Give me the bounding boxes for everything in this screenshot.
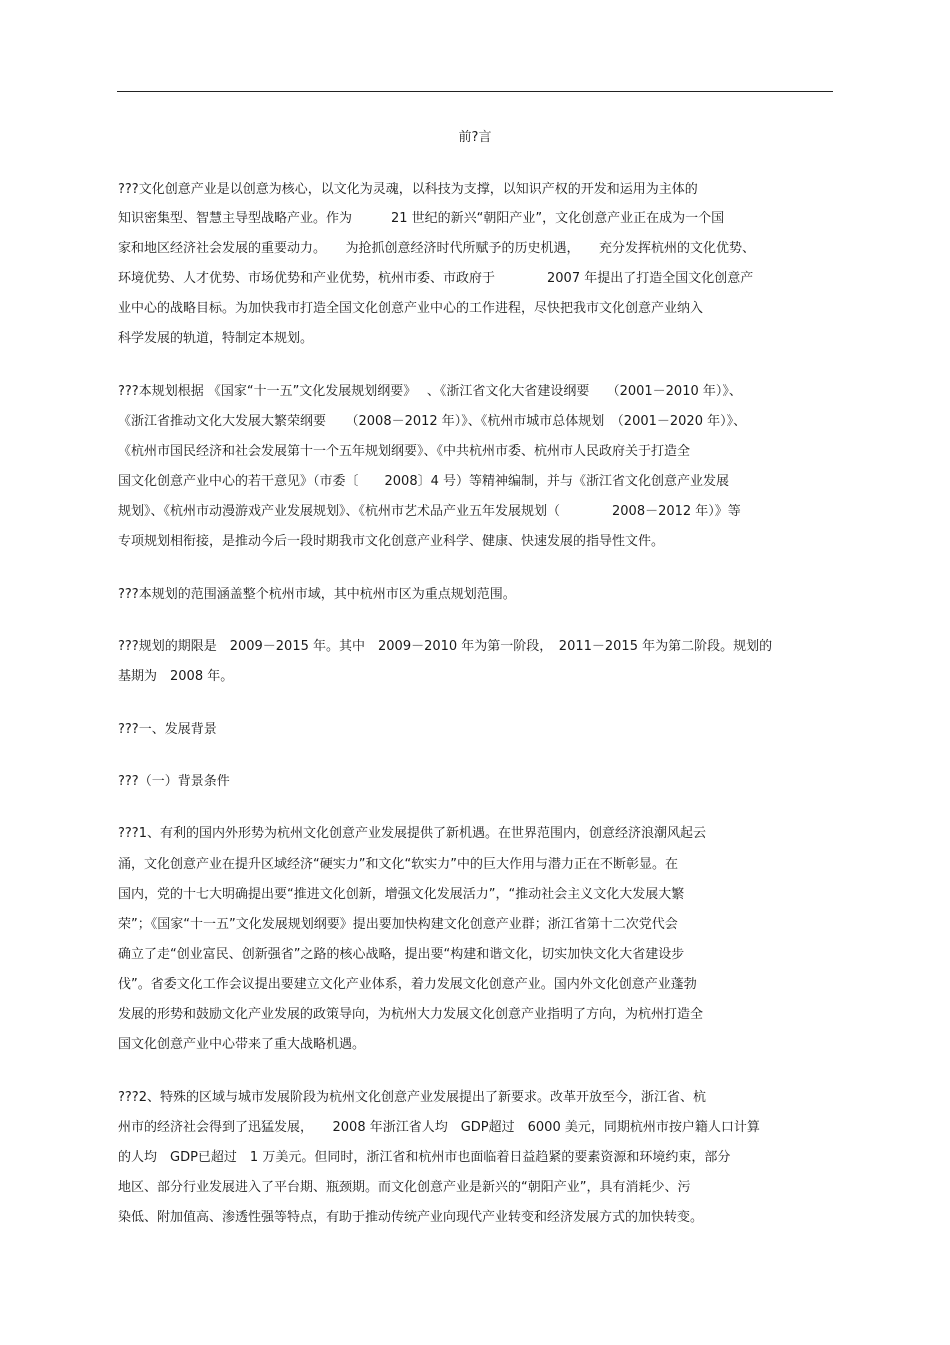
document-title: 前?言 <box>458 130 492 145</box>
subsection-heading: ???（一）背景条件 <box>118 774 230 789</box>
text-line: 家和地区经济社会发展的重要动力。 为抢抓创意经济时代所赋予的历史机遇， 充分发挥杭州的文化优势、 <box>118 241 756 256</box>
text-line: 地区、部分行业发展进入了平台期、瓶颈期。而文化创意产业是新兴的“朝阳产业”，具有消耗少、污 <box>118 1180 691 1195</box>
text-line: 科学发展的轨道，特制定本规划。 <box>118 331 314 346</box>
text-line: ???2、特殊的区域与城市发展阶段为杭州文化创意产业发展提出了新要求。改革开放至今，浙江省、杭 <box>118 1090 706 1105</box>
text-line: 国内，党的十七大明确提出要“推进文化创新，增强文化发展活力”，“推动社会主义文化大发展大繁 <box>118 887 685 902</box>
header-rule <box>117 91 833 92</box>
text-line: 业中心的战略目标。为加快我市打造全国文化创意产业中心的工作进程，尽快把我市文化创意产业纳入 <box>118 301 704 316</box>
text-line: 国文化创意产业中心带来了重大战略机遇。 <box>118 1037 366 1052</box>
text-line: ???规划的期限是 2009－2015 年。其中 2009－2010 年为第一阶段， 2011－2015 年为第二阶段。规划的 <box>118 639 773 654</box>
text-line: 知识密集型、智慧主导型战略产业。作为 21 世纪的新兴“朝阳产业”，文化创意产业正在成为一个国 <box>118 211 725 226</box>
text-line: ???本规划的范围涵盖整个杭州市域，其中杭州市区为重点规划范围。 <box>118 587 516 602</box>
text-line: 伐”。省委文化工作会议提出要建立文化产业体系，着力发展文化创意产业。国内外文化创意产业蓬勃 <box>118 977 697 992</box>
text-line: 《浙江省推动文化大发展大繁荣纲要 （2008－2012 年）》、《杭州市城市总体规划 （2001－2020 年）》、 <box>118 414 747 429</box>
text-line: 基期为 2008 年。 <box>118 669 234 684</box>
text-line: 环境优势、人才优势、市场优势和产业优势，杭州市委、市政府于 2007 年提出了打造全国文化创意产 <box>118 271 754 286</box>
text-line: 国文化创意产业中心的若干意见》（市委〔 2008〕4 号）等精神编制，并与《浙江省文化创意产业发展 <box>118 474 729 489</box>
text-line: 州市的经济社会得到了迅猛发展， 2008 年浙江省人均 GDP超过 6000 美元，同期杭州市按户籍人口计算 <box>118 1120 760 1135</box>
text-line: ???文化创意产业是以创意为核心，以文化为灵魂，以科技为支撑，以知识产权的开发和运用为主体的 <box>118 182 698 197</box>
text-line: 荣”；《国家“十一五”文化发展规划纲要》提出要加快构建文化创意产业群；浙江省第十二次党代会 <box>118 917 678 932</box>
text-line: 《杭州市国民经济和社会发展第十一个五年规划纲要》、《中共杭州市委、杭州市人民政府关于打造全 <box>118 444 691 459</box>
text-line: 涌，文化创意产业在提升区域经济“硬实力”和文化“软实力”中的巨大作用与潜力正在不断彰显。在 <box>118 857 678 872</box>
text-line: 染低、附加值高、渗透性强等特点，有助于推动传统产业向现代产业转变和经济发展方式的加快转变。 <box>118 1210 704 1225</box>
text-line: 发展的形势和鼓励文化产业发展的政策导向，为杭州大力发展文化创意产业指明了方向，为杭州打造全 <box>118 1007 704 1022</box>
text-line: ???1、有利的国内外形势为杭州文化创意产业发展提供了新机遇。在世界范围内，创意经济浪潮风起云 <box>118 826 706 841</box>
section-heading: ???一、发展背景 <box>118 722 217 737</box>
text-line: ???本规划根据 《国家“十一五”文化发展规划纲要》 、《浙江省文化大省建设纲要 （2001－2010 年）》、 <box>118 384 742 399</box>
text-line: 的人均 GDP已超过 1 万美元。但同时，浙江省和杭州市也面临着日益趋紧的要素资源和环境约束，部分 <box>118 1150 731 1165</box>
text-line: 确立了走“创业富民、创新强省”之路的核心战略，提出要“构建和谐文化，切实加快文化大省建设步 <box>118 947 685 962</box>
text-line: 专项规划相衔接，是推动今后一段时期我市文化创意产业科学、健康、快速发展的指导性文件。 <box>118 534 665 549</box>
text-line: 规划》、《杭州市动漫游戏产业发展规划》、《杭州市艺术品产业五年发展规划（ 2008－2012 年）》等 <box>118 504 741 519</box>
